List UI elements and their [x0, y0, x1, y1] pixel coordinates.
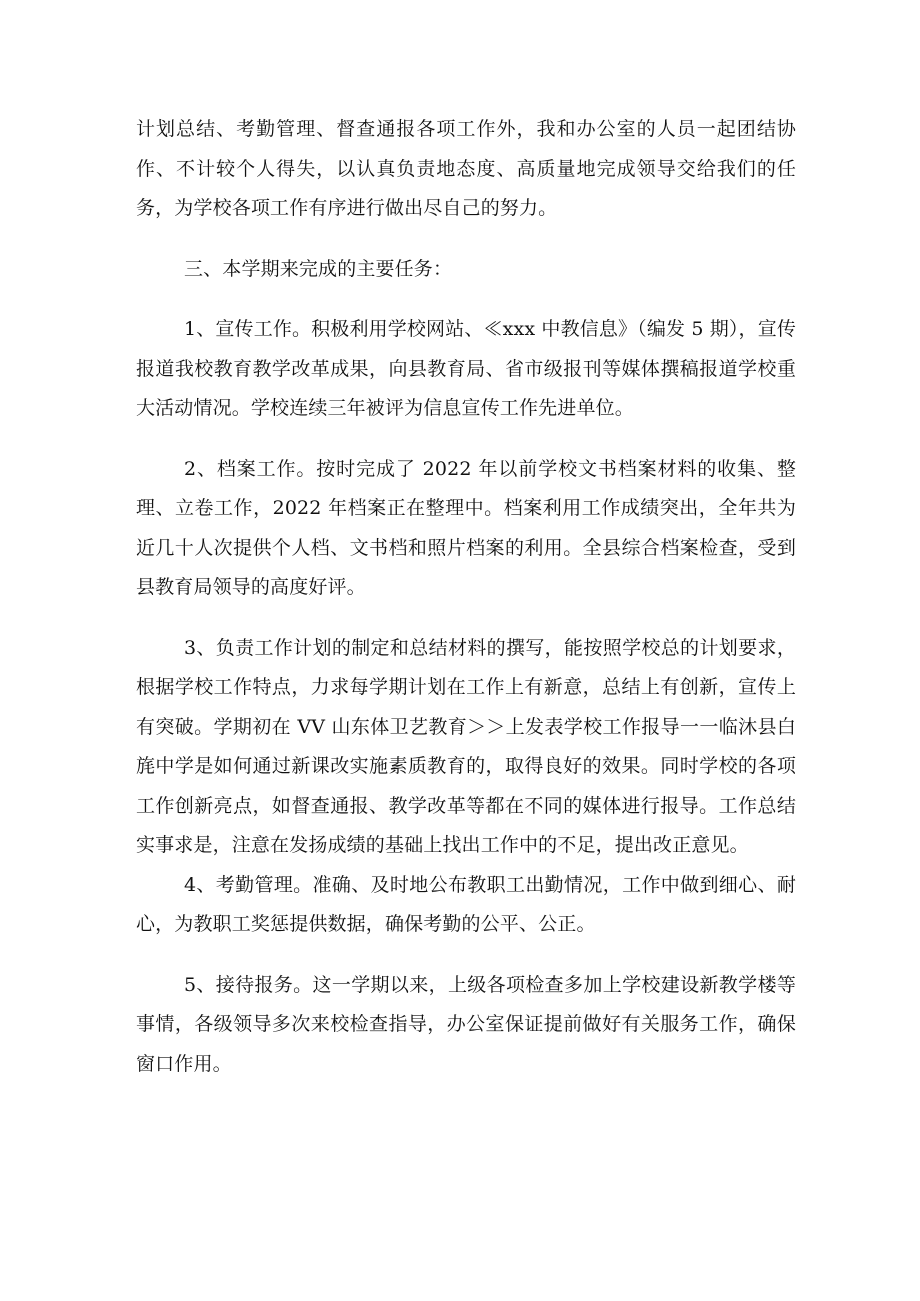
section-heading: 三、本学期来完成的主要任务：: [184, 257, 453, 280]
document-body: [136, 110, 796, 1084]
paragraph-item-5: 5、接待报务。这一学期以来，上级各项检查多加上学校建设新教学楼等事情，各级领导多次来校检查指导，办公室保证提前做好有关服务工作，确保窗口作用。: [136, 973, 796, 1075]
paragraph-continuation: 计划总结、考勤管理、督查通报各项工作外，我和办公室的人员一起团结协作、不计较个人得失，以认真负责地态度、高质量地完成领导交给我们的任务，为学校各项工作有序进行做出尽自己的努力。: [136, 118, 796, 219]
paragraph-item-1: 1、宣传工作。积极利用学校网站、≪xxx 中教信息》（编发 5 期），宣传报道我校教育教学改革成果，向县教育局、省市级报刊等媒体撰稿报道学校重大活动情况。学校连续三年被评为信息宣传工作先进单位。: [136, 318, 796, 419]
paragraph-item-2: 2、档案工作。按时完成了 2022 年以前学校文书档案材料的收集、整理、立卷工作，2022 年档案正在整理中。档案利用工作成绩突出，全年共为近几十人次提供个人档、文书档和照片档案的利用。全县综合档案检查，受到县教育局领导的高度好评。: [136, 457, 796, 598]
paragraph-item-3: 3、负责工作计划的制定和总结材料的撰写，能按照学校总的计划要求，根据学校工作特点，力求每学期计划在工作上有新意，总结上有创新，宣传上有突破。学期初在 VV 山东体卫艺教育＞＞上发表学校工作报导一一临沐县白旄中学是如何通过新课改实施素质教育的，取得良好的效果。同时学校的各项工作创新亮点，如督查通报、教学改革等都在不同的媒体进行报导。工作总结实事求是，注意在发扬成绩的基础上找出工作中的不足，提出改正意见。: [136, 636, 796, 856]
paragraph-item-4: 4、考勤管理。准确、及时地公布教职工出勤情况，工作中做到细心、耐心，为教职工奖惩提供数据，确保考勤的公平、公正。: [136, 873, 796, 935]
